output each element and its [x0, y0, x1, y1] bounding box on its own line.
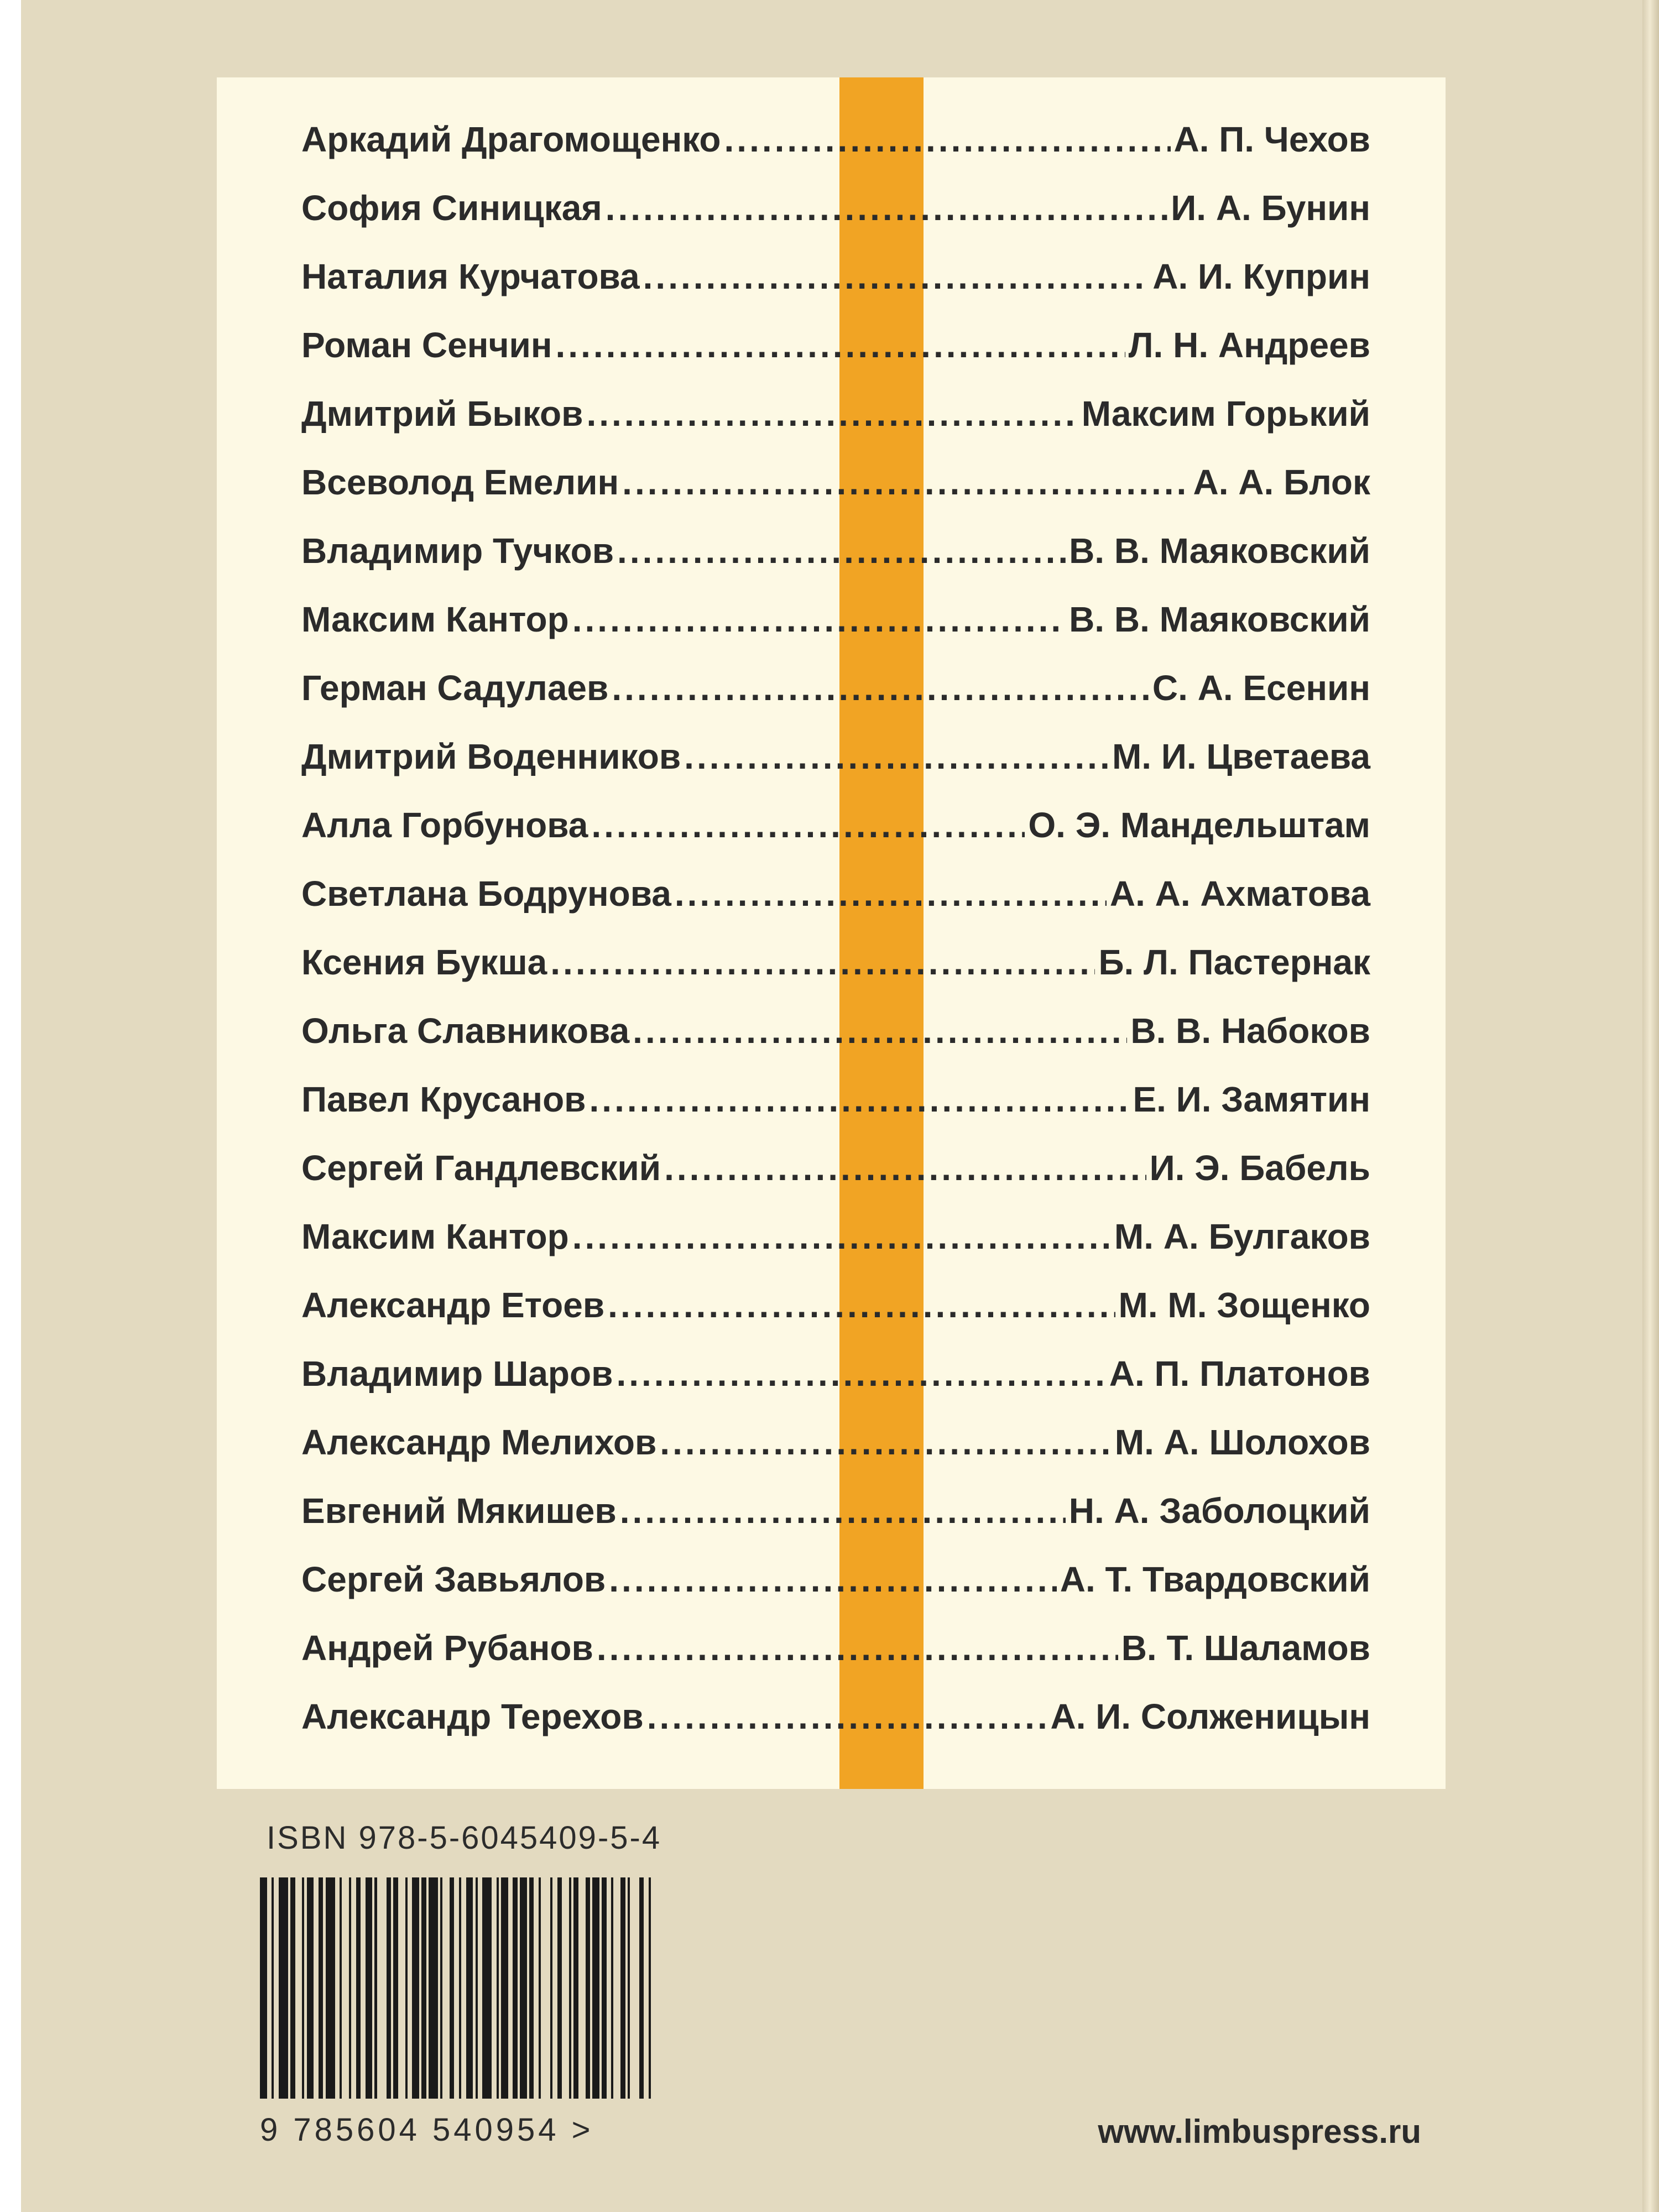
toc-subject: Н. А. Заболоцкий	[1068, 1491, 1370, 1531]
toc-subject: С. А. Есенин	[1152, 668, 1370, 708]
toc-subject: Б. Л. Пастернак	[1098, 942, 1370, 982]
barcode-bar	[450, 1877, 454, 2099]
barcode-gap	[607, 1877, 611, 2099]
dot-leader	[556, 325, 1125, 366]
dot-leader	[643, 256, 1150, 297]
dot-leader	[591, 805, 1025, 846]
toc-entry	[301, 530, 1370, 599]
barcode-bar	[393, 1877, 398, 2099]
toc-author: Наталия Курчатова	[301, 257, 640, 296]
dot-leader	[647, 1696, 1047, 1737]
dot-leader	[622, 462, 1190, 503]
toc-entry	[301, 1285, 1370, 1353]
barcode-gap	[377, 1877, 387, 2099]
dot-leader	[572, 1216, 1111, 1257]
barcode-bar	[529, 1877, 534, 2099]
toc-author: Александр Етоев	[301, 1285, 605, 1325]
barcode-bar	[387, 1877, 391, 2099]
toc-entry	[301, 119, 1370, 187]
toc-author: Евгений Мякишев	[301, 1491, 617, 1531]
barcode-gap	[613, 1877, 620, 2099]
toc-subject: М. И. Цветаева	[1112, 737, 1370, 776]
dot-leader	[550, 942, 1095, 983]
dot-leader	[617, 530, 1066, 571]
toc-author: Владимир Шаров	[301, 1354, 613, 1394]
dot-leader	[684, 736, 1109, 777]
barcode-bar	[482, 1877, 492, 2099]
barcode-bar	[639, 1877, 644, 2099]
dot-leader	[616, 1353, 1105, 1394]
toc-entry	[301, 187, 1370, 256]
barcode-gap	[351, 1877, 356, 2099]
dot-leader	[612, 667, 1149, 708]
toc-entry	[301, 1216, 1370, 1285]
toc-subject: И. А. Бунин	[1171, 188, 1370, 228]
toc-author: Роман Сенчин	[301, 325, 552, 365]
toc-author: Дмитрий Быков	[301, 394, 583, 434]
toc-subject: А. П. Чехов	[1173, 119, 1370, 159]
toc-author: Светлана Бодрунова	[301, 874, 671, 914]
toc-entry	[301, 1010, 1370, 1079]
barcode-gap	[342, 1877, 349, 2099]
toc-entry	[301, 1559, 1370, 1627]
toc-subject: Е. И. Замятин	[1133, 1079, 1370, 1119]
toc-subject: А. И. Куприн	[1152, 257, 1370, 296]
toc-author: Ольга Славникова	[301, 1011, 630, 1051]
barcode-gap	[314, 1877, 318, 2099]
toc-author: Сергей Завьялов	[301, 1559, 606, 1599]
toc-entry	[301, 1696, 1370, 1765]
barcode-gap	[274, 1877, 278, 2099]
toc-subject: Максим Горький	[1081, 394, 1370, 434]
toc-subject: М. М. Зощенко	[1118, 1285, 1370, 1325]
barcode-gap	[361, 1877, 365, 2099]
barcode-gap	[454, 1877, 458, 2099]
toc-entry	[301, 1490, 1370, 1559]
barcode-gap	[492, 1877, 496, 2099]
barcode-bar	[620, 1877, 625, 2099]
dot-leader	[724, 119, 1171, 160]
toc-entry	[301, 805, 1370, 873]
barcode-gap	[461, 1877, 466, 2099]
barcode-digits: 9 785604 540954 >	[260, 2112, 594, 2148]
toc-entry	[301, 1353, 1370, 1422]
barcode	[260, 1877, 658, 2099]
toc-subject: В. В. Набоков	[1130, 1011, 1370, 1051]
dot-leader	[675, 873, 1107, 914]
barcode-bar	[429, 1877, 438, 2099]
toc-entry	[301, 1079, 1370, 1147]
barcode-gap	[644, 1877, 648, 2099]
barcode-bar	[602, 1877, 606, 2099]
toc-subject: В. В. Маяковский	[1069, 531, 1370, 571]
toc-author: Всеволод Емелин	[301, 462, 619, 502]
barcode-gap	[508, 1877, 513, 2099]
toc-entry	[301, 736, 1370, 805]
barcode-bar	[260, 1877, 267, 2099]
barcode-gap	[398, 1877, 405, 2099]
toc-entry	[301, 325, 1370, 393]
toc-author: Ксения Букша	[301, 942, 547, 982]
toc-entry	[301, 393, 1370, 462]
dot-leader	[606, 187, 1168, 228]
toc-author: Сергей Гандлевский	[301, 1148, 661, 1188]
barcode-gap	[478, 1877, 482, 2099]
toc-author: Александр Мелихов	[301, 1422, 657, 1462]
dot-leader	[608, 1285, 1115, 1326]
barcode-gap	[335, 1877, 340, 2099]
barcode-gap	[295, 1877, 302, 2099]
toc-subject: Л. Н. Андреев	[1128, 325, 1370, 365]
toc-author: Александр Терехов	[301, 1697, 644, 1736]
barcode-bar	[356, 1877, 361, 2099]
barcode-bar	[592, 1877, 599, 2099]
toc-author: Павел Крусанов	[301, 1079, 586, 1119]
barcode-bar	[412, 1877, 419, 2099]
toc-entry	[301, 1147, 1370, 1216]
barcode-bar	[513, 1877, 517, 2099]
barcode-bar	[466, 1877, 473, 2099]
cover-edge	[1642, 0, 1659, 2212]
barcode-gap	[562, 1877, 569, 2099]
barcode-bar	[573, 1877, 578, 2099]
dot-leader	[572, 599, 1066, 640]
barcode-bar	[319, 1877, 323, 2099]
dot-leader	[620, 1490, 1066, 1531]
dot-leader	[586, 393, 1078, 434]
toc-subject: А. А. Блок	[1193, 462, 1370, 502]
toc-entry	[301, 462, 1370, 530]
dot-leader	[589, 1079, 1130, 1120]
toc-entry	[301, 1422, 1370, 1490]
barcode-bar	[307, 1877, 314, 2099]
dot-leader	[664, 1147, 1146, 1188]
table-of-contents	[301, 119, 1370, 1765]
toc-entry	[301, 942, 1370, 1010]
toc-author: Максим Кантор	[301, 1217, 569, 1256]
publisher-url[interactable]: www.limbuspress.ru	[1098, 2113, 1421, 2150]
toc-subject: А. Т. Твардовский	[1060, 1559, 1370, 1599]
dot-leader	[609, 1559, 1057, 1600]
toc-entry	[301, 599, 1370, 667]
toc-author: Аркадий Драгомощенко	[301, 119, 721, 159]
toc-subject: О. Э. Мандельштам	[1028, 805, 1370, 845]
barcode-gap	[578, 1877, 586, 2099]
toc-subject: М. А. Булгаков	[1114, 1217, 1370, 1256]
barcode-gap	[651, 1877, 658, 2099]
barcode-gap	[541, 1877, 550, 2099]
isbn: ISBN 978-5-6045409-5-4	[267, 1820, 662, 1856]
barcode-bar	[520, 1877, 527, 2099]
barcode-gap	[630, 1877, 639, 2099]
toc-subject: А. И. Солженицын	[1050, 1697, 1370, 1736]
toc-author: Максим Кантор	[301, 599, 569, 639]
barcode-bar	[501, 1877, 508, 2099]
toc-subject: А. А. Ахматова	[1109, 874, 1370, 914]
dot-leader	[660, 1422, 1112, 1463]
toc-author: Герман Садулаев	[301, 668, 609, 708]
barcode-gap	[267, 1877, 272, 2099]
dot-leader	[597, 1627, 1118, 1668]
dot-leader	[633, 1010, 1127, 1051]
toc-subject: И. Э. Бабель	[1149, 1148, 1370, 1188]
barcode-bar	[290, 1877, 295, 2099]
toc-subject: В. В. Маяковский	[1069, 599, 1370, 639]
toc-author: Алла Горбунова	[301, 805, 588, 845]
toc-author: София Синицкая	[301, 188, 602, 228]
toc-author: Дмитрий Воденников	[301, 737, 681, 776]
barcode-bar	[279, 1877, 288, 2099]
barcode-gap	[552, 1877, 557, 2099]
toc-author: Владимир Тучков	[301, 531, 614, 571]
toc-entry	[301, 667, 1370, 736]
toc-subject: М. А. Шолохов	[1114, 1422, 1370, 1462]
toc-entry	[301, 256, 1370, 325]
toc-entry	[301, 1627, 1370, 1696]
barcode-bar	[586, 1877, 590, 2099]
barcode-gap	[442, 1877, 450, 2099]
toc-subject: В. Т. Шаламов	[1121, 1628, 1370, 1668]
barcode-bar	[421, 1877, 426, 2099]
toc-entry	[301, 873, 1370, 942]
toc-author: Андрей Рубанов	[301, 1628, 593, 1668]
barcode-gap	[408, 1877, 412, 2099]
barcode-gap	[534, 1877, 538, 2099]
toc-subject: А. П. Платонов	[1109, 1354, 1370, 1394]
barcode-bar	[366, 1877, 373, 2099]
barcode-bar	[557, 1877, 562, 2099]
barcode-bar	[326, 1877, 335, 2099]
